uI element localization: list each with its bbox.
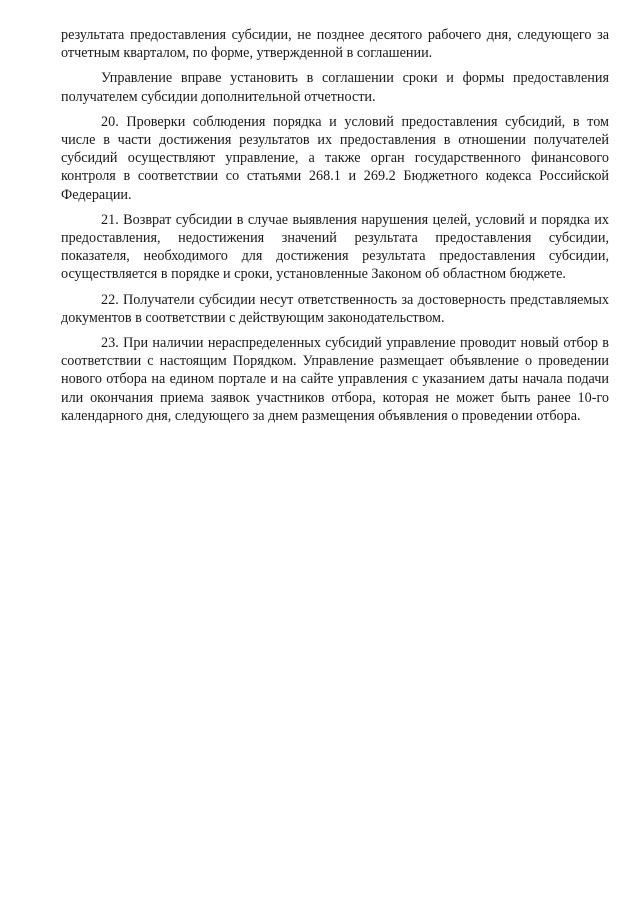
paragraph-22: 22. Получатели субсидии несут ответственность за достоверность представляемых документов в соответствии с действующим законодательством. (61, 291, 609, 326)
document-page (61, 26, 609, 432)
paragraph-continuation: результата предоставления субсидии, не позднее десятого рабочего дня, следующего за отчетным кварталом, по форме, утвержденной в соглашении. (61, 27, 609, 62)
paragraph-21: 21. Возврат субсидии в случае выявления нарушения целей, условий и порядка их предоставления, недостижения значений результата предоставления субсидии, показателя, необходимого для достижения результата предоставления субсидии, осуществляется в порядке и сроки, установленные Законом об областном бюджете. (61, 211, 609, 283)
paragraph-additional-reporting: Управление вправе установить в соглашении сроки и формы предоставления получателем субсидии дополнительной отчетности. (61, 70, 609, 105)
paragraph-20: 20. Проверки соблюдения порядка и условий предоставления субсидий, в том числе в части достижения результатов их предоставления в отношении получателей субсидий осуществляют управление, а также орган государственного финансового контроля в соответствии со статьями 268.1 и 269.2 Бюджетного кодекса Российской Федерации. (61, 113, 609, 203)
paragraph-23: 23. При наличии нераспределенных субсидий управление проводит новый отбор в соответствии с настоящим Порядком. Управление размещает объявление о проведении нового отбора на едином портале и на сайте управления с указанием даты начала подачи или окончания приема заявок участников отбора, которая не может быть ранее 10-го календарного дня, следующего за днем размещения объявления о проведении отбора. (61, 335, 609, 424)
